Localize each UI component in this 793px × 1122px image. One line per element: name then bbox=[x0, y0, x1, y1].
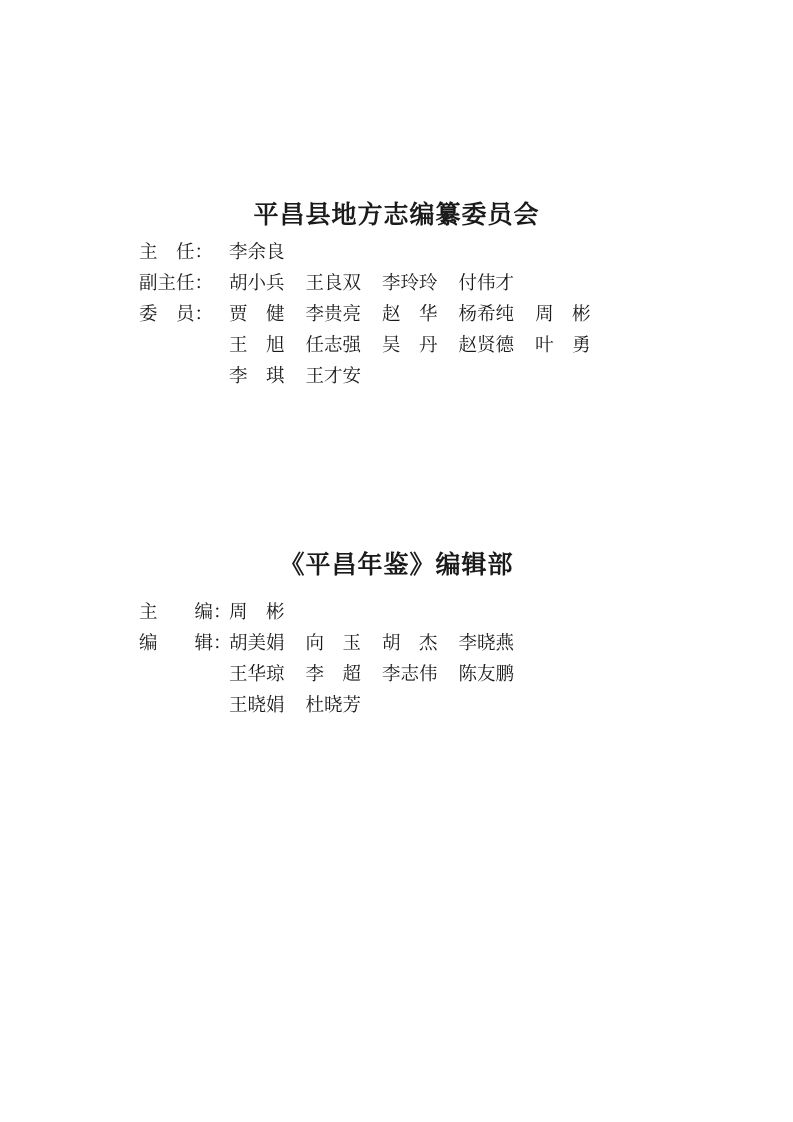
person-name: 赵贤德 bbox=[458, 335, 515, 356]
person-name: 付伟才 bbox=[458, 273, 515, 294]
person-name: 杨希纯 bbox=[458, 304, 515, 325]
roster-row bbox=[139, 237, 699, 268]
person-name: 王 旭 bbox=[229, 335, 285, 356]
roster-row bbox=[139, 299, 699, 330]
person-name: 王才安 bbox=[305, 366, 362, 387]
person-name: 王良双 bbox=[305, 273, 362, 294]
person-name: 任志强 bbox=[305, 335, 362, 356]
roster-row-label: 副主任： bbox=[139, 273, 214, 294]
committee-section-title: 平昌县地方志编纂委员会 bbox=[253, 199, 540, 229]
person-name: 李余良 bbox=[229, 242, 285, 263]
person-name: 杜晓芳 bbox=[305, 695, 362, 716]
roster-row bbox=[139, 268, 699, 299]
person-name: 赵 华 bbox=[382, 304, 438, 325]
person-name: 王晓娟 bbox=[229, 695, 285, 716]
person-name: 贾 健 bbox=[229, 304, 285, 325]
roster-row-values bbox=[229, 659, 514, 690]
roster-row bbox=[139, 330, 699, 361]
person-name: 周 彬 bbox=[229, 602, 285, 623]
person-name: 王华琼 bbox=[229, 664, 285, 685]
roster-row-label: 主 编： bbox=[139, 602, 232, 623]
roster-row-label: 主 任： bbox=[139, 242, 214, 263]
roster-row-values bbox=[229, 361, 361, 392]
roster-row-values bbox=[229, 690, 361, 721]
person-name: 胡 杰 bbox=[382, 633, 438, 654]
person-name: 叶 勇 bbox=[535, 335, 591, 356]
roster-row-values bbox=[229, 299, 591, 330]
roster-row-label: 委 员： bbox=[139, 304, 214, 325]
roster-row bbox=[139, 597, 699, 628]
committee-roster bbox=[139, 237, 699, 392]
person-name: 向 玉 bbox=[305, 633, 362, 654]
roster-row bbox=[139, 690, 699, 721]
person-name: 李贵亮 bbox=[305, 304, 362, 325]
person-name: 胡小兵 bbox=[229, 273, 285, 294]
person-name: 李 琪 bbox=[229, 366, 285, 387]
person-name: 周 彬 bbox=[535, 304, 591, 325]
roster-row-values bbox=[229, 597, 285, 628]
person-name: 陈友鹏 bbox=[458, 664, 515, 685]
person-name: 李玲玲 bbox=[382, 273, 438, 294]
roster-row bbox=[139, 659, 699, 690]
roster-row-values bbox=[229, 268, 514, 299]
person-name: 李志伟 bbox=[382, 664, 438, 685]
editorial-section-title: 《平昌年鉴》编辑部 bbox=[279, 549, 514, 579]
roster-row-values bbox=[229, 628, 514, 659]
person-name: 吴 丹 bbox=[382, 335, 438, 356]
person-name: 胡美娟 bbox=[229, 633, 285, 654]
person-name: 李 超 bbox=[305, 664, 362, 685]
roster-row bbox=[139, 628, 699, 659]
person-name: 李晓燕 bbox=[458, 633, 515, 654]
roster-row-label: 编 辑： bbox=[139, 633, 232, 654]
roster-row-values bbox=[229, 330, 591, 361]
roster-row bbox=[139, 361, 699, 392]
editorial-roster bbox=[139, 597, 699, 721]
roster-row-values bbox=[229, 237, 285, 268]
